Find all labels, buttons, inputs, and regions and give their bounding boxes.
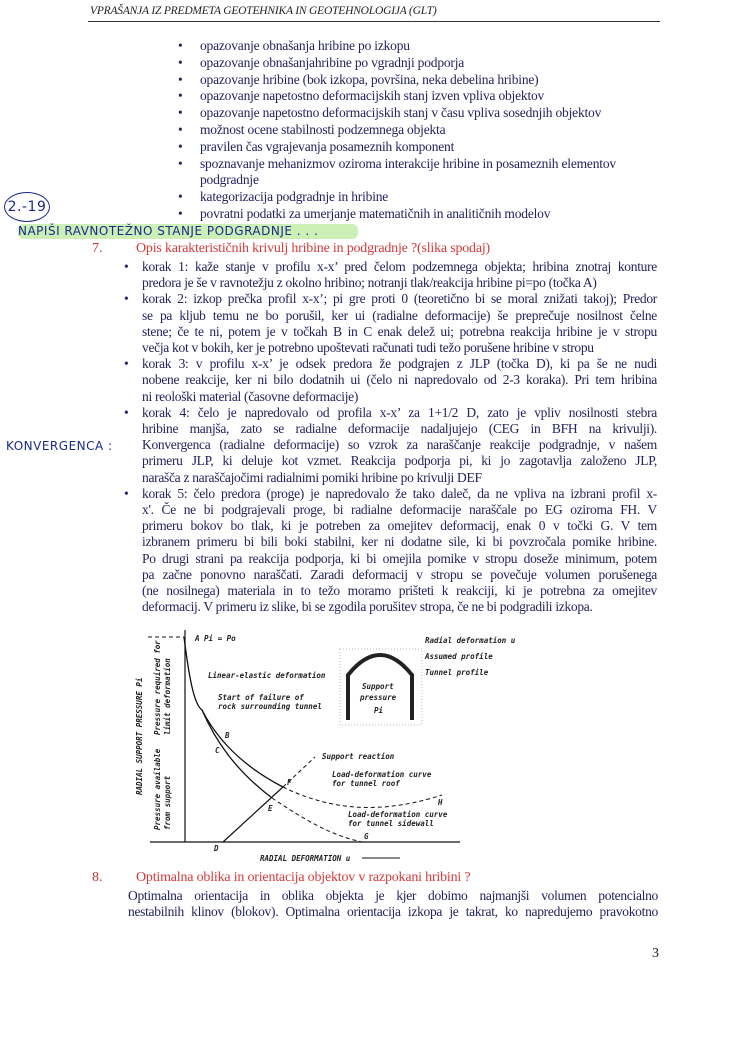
question-8-number: 8. <box>92 870 103 885</box>
text-line: izbranem primeru bi bili boki stabilni, ker ni dodatne sile, ki bi povzročala pomike hribine. <box>142 534 657 550</box>
text-line: ni reološki material (časovne deformacije) <box>142 388 359 404</box>
bullet-icon: • <box>124 259 129 274</box>
text-line: Optimalna orientacija in oblika objekta je kjer dobimo najmanjši volumen potencialno <box>128 888 658 903</box>
label-assumed-profile: Assumed profile <box>425 652 493 661</box>
text-line: korak 1: kaže stanje v profilu x-x’ pred čelom podzemnega objekta; hribina znotraj konture <box>142 259 657 274</box>
label-roof-curve-2: for tunnel roof <box>332 779 400 788</box>
list-item-text: opazovanje napetostno deformacijskih stanj izven vpliva objektov <box>200 88 545 104</box>
list-item-text: opazovanje obnašanjahribine po vgradnji podporja <box>200 54 465 70</box>
label-pressure-available-2: from support <box>163 775 172 830</box>
label-tunnel-profile: Tunnel profile <box>425 668 489 677</box>
page-header: VPRAŠANJA IZ PREDMETA GEOTEHNIKA IN GEOTEHNOLOGIJA (GLT) <box>90 5 437 17</box>
step-paragraph <box>124 356 657 405</box>
label-support-reaction: Support reaction <box>322 752 395 761</box>
step-paragraph <box>124 404 657 486</box>
bullet-icon: • <box>124 356 129 372</box>
list-item-text: podgradnje <box>200 172 259 188</box>
label-pressure-required: Pressure required for <box>153 640 162 735</box>
list-item-text: spoznavanje mehanizmov oziroma interakcije hribine in posameznih elementov <box>200 155 616 171</box>
text-line: Po drugi strani pa reakcija podporja, ki bi omejila pomike v stropu doseže minimum, potem <box>142 550 657 566</box>
text-line: pa začne ponovno naraščati. Zaradi deformacij v stropu se povečuje volumen porušenega <box>142 566 657 582</box>
bullet-icon: • <box>178 105 183 121</box>
text-line: večja kot v bokih, ker je potrebno upoštevati računati tudi težo porušene hribine v stropu <box>142 339 594 355</box>
header-rule <box>88 21 660 22</box>
text-line: primeru bokov bo tlak, ki je potreben za omejitev deformacij, enak 0 v točki G. V tem <box>142 518 657 534</box>
question-7-number: 7. <box>92 241 103 256</box>
label-pressure-required-2: limit deformation <box>163 658 172 735</box>
bullet-icon: • <box>178 54 183 70</box>
step-paragraph <box>124 259 657 291</box>
y-axis-label: RADIAL SUPPORT PRESSURE Pi <box>135 677 144 795</box>
handwritten-note-convergence: KONVERGENCA : <box>6 439 113 453</box>
sidewall-curve <box>202 710 272 798</box>
label-roof-curve: Load-deformation curve <box>332 770 432 779</box>
support-reaction-line <box>223 787 283 842</box>
point-label-b: B <box>225 731 230 740</box>
label-pressure: pressure <box>360 693 397 702</box>
page-number: 3 <box>652 946 659 961</box>
point-label-g: G <box>364 832 369 841</box>
text-line: x'. Če ne bi podgrajevali proge, bi radialne deformacije naraščale po EG oziroma FH. V <box>142 501 657 517</box>
list-item-text: opazovanje hribine (bok izkopa, površina, neka debelina hribine) <box>200 71 539 87</box>
question-7-title: Opis karakterističnih krivulj hribine in podgradnje ?(slika spodaj) <box>136 241 491 256</box>
label-start-failure: Start of failure of <box>218 693 304 702</box>
label-pi-po: A Pi = Po <box>195 634 236 643</box>
list-item <box>178 71 539 89</box>
bullet-icon: • <box>178 138 183 154</box>
roof-dashed <box>283 787 442 807</box>
text-line: predora je še v ravnotežju z okolno hribino; notranji tlak/reakcija hribine pi=po (točka A) <box>142 275 597 291</box>
list-item <box>178 206 551 223</box>
label-pressure-available: Pressure available <box>153 748 162 830</box>
text-line: nestabilnih klinov (blokov). Optimalna orientacija izkopa je takrat, ko napredujemo pravokotno <box>128 904 658 920</box>
bullet-icon: • <box>178 122 183 137</box>
label-support: Support <box>362 682 394 691</box>
label-start-failure-2: rock surrounding tunnel <box>218 702 322 711</box>
bullet-icon: • <box>178 88 183 104</box>
label-linear-elastic: Linear-elastic deformation <box>208 671 326 680</box>
step-paragraph <box>124 291 657 356</box>
text-line: stene; če te ni, potem je v točkah B in C enak delež ui; potrebna reakcija hribine je v stropu <box>142 323 657 339</box>
label-pi: Pi <box>374 706 384 715</box>
point-label-h: H <box>438 798 443 807</box>
text-line: primeru JLP, ki deluje kot vzmet. Reakcija podporja pi, ki jo zagotavlja založeno JLP, <box>142 453 657 469</box>
list-item <box>178 105 602 122</box>
question-8-title: Optimalna oblika in orientacija objektov v razpokani hribini ? <box>136 870 471 885</box>
text-line: korak 2: izkop prečka profil x-x’; pi gre proti 0 (teoretično bi se moral znižati takoj); Predor <box>142 291 657 307</box>
roof-curve <box>184 637 283 787</box>
handwritten-circle-note: 2.-19 <box>4 192 50 222</box>
text-line: korak 5: čelo predora (proge) je napredovalo že tako daleč, da ne vpliva na izbrani profil x- <box>142 485 657 501</box>
question-8-answer <box>128 888 658 920</box>
list-item-text: možnost ocene stabilnosti podzemnega objekta <box>200 122 446 137</box>
label-sidewall-curve: Load-deformation curve <box>348 810 448 819</box>
list-item <box>178 155 616 173</box>
text-line: se pa kljub temu ne bo porušil, ker ui (radialne deformacije) še preprečuje nosilnost čelne <box>142 307 657 323</box>
text-line: korak 3: v profilu x-x’ je odsek predora že podgrajen z JLP (točka D), ki pa še ne nudi <box>142 356 657 372</box>
bullet-icon: • <box>124 485 129 501</box>
text-line: Konvergenca (radialne deformacije) so vzrok za naraščanje reakcije podgradnje, v našem <box>142 437 657 453</box>
characteristic-curves-figure <box>120 625 550 865</box>
point-label-e: E <box>268 804 273 813</box>
text-line: korak 4: čelo je napredovalo od profila x-x’ za 1+1/2 D, zato je vpliv nosilnosti stebra <box>142 404 657 420</box>
handwritten-note-equilibrium: NAPIŠI RAVNOTEŽNO STANJE PODGRADNJE . . . <box>18 224 319 238</box>
list-item <box>178 122 446 139</box>
list-item-text: pravilen čas vgrajevanja posameznih komponent <box>200 138 455 154</box>
step-paragraph <box>124 485 657 616</box>
list-item <box>178 88 545 105</box>
text-line: deformacij. V primeru iz slike, bi se zgodila porušitev stropa, če ne bi podgradili izkopa. <box>142 599 593 615</box>
bullet-icon: • <box>124 404 129 420</box>
list-item <box>178 189 389 206</box>
text-line: hribine manjša, zato se radialne deformacije nadaljujejo (CEG in BFH na krivulji). <box>142 420 657 436</box>
list-item-text: kategorizacija podgradnje in hribine <box>200 189 389 205</box>
list-item <box>178 54 465 72</box>
x-axis-label: RADIAL DEFORMATION u <box>260 854 351 863</box>
text-line: nobene reakcije, ker ni bilo dodatnih ui (čelo ni napredovalo od 2-3 koraka). Pri tem hribina <box>142 372 657 388</box>
list-item-text: povratni podatki za umerjanje matematičnih in analitičnih modelov <box>200 206 551 221</box>
list-item <box>178 138 455 156</box>
bullet-icon: • <box>178 189 183 205</box>
list-item <box>200 172 259 189</box>
text-line: narašča z naraščajočimi radialnimi pomiki hribine po krivulji DEF <box>142 469 482 485</box>
bullet-icon: • <box>124 291 129 307</box>
point-label-d: D <box>214 844 219 853</box>
label-sidewall-curve-2: for tunnel sidewall <box>348 819 434 828</box>
bullet-icon: • <box>178 71 183 87</box>
bullet-icon: • <box>178 155 183 171</box>
list-item-text: opazovanje obnašanja hribine po izkopu <box>200 38 410 53</box>
list-item <box>178 38 410 55</box>
bullet-icon: • <box>178 38 183 53</box>
point-label-c: C <box>215 746 220 755</box>
list-item-text: opazovanje napetostno deformacijskih stanj v času vpliva sosednjih objektov <box>200 105 602 121</box>
label-radial-deformation: Radial deformation u <box>425 636 516 645</box>
text-line: (ne nosilnega) materiala in to težo moramo prišteti k reakciji, ki je potrebna za omejitev <box>142 582 657 598</box>
point-label-f: F <box>287 778 292 787</box>
bullet-icon: • <box>178 206 183 221</box>
